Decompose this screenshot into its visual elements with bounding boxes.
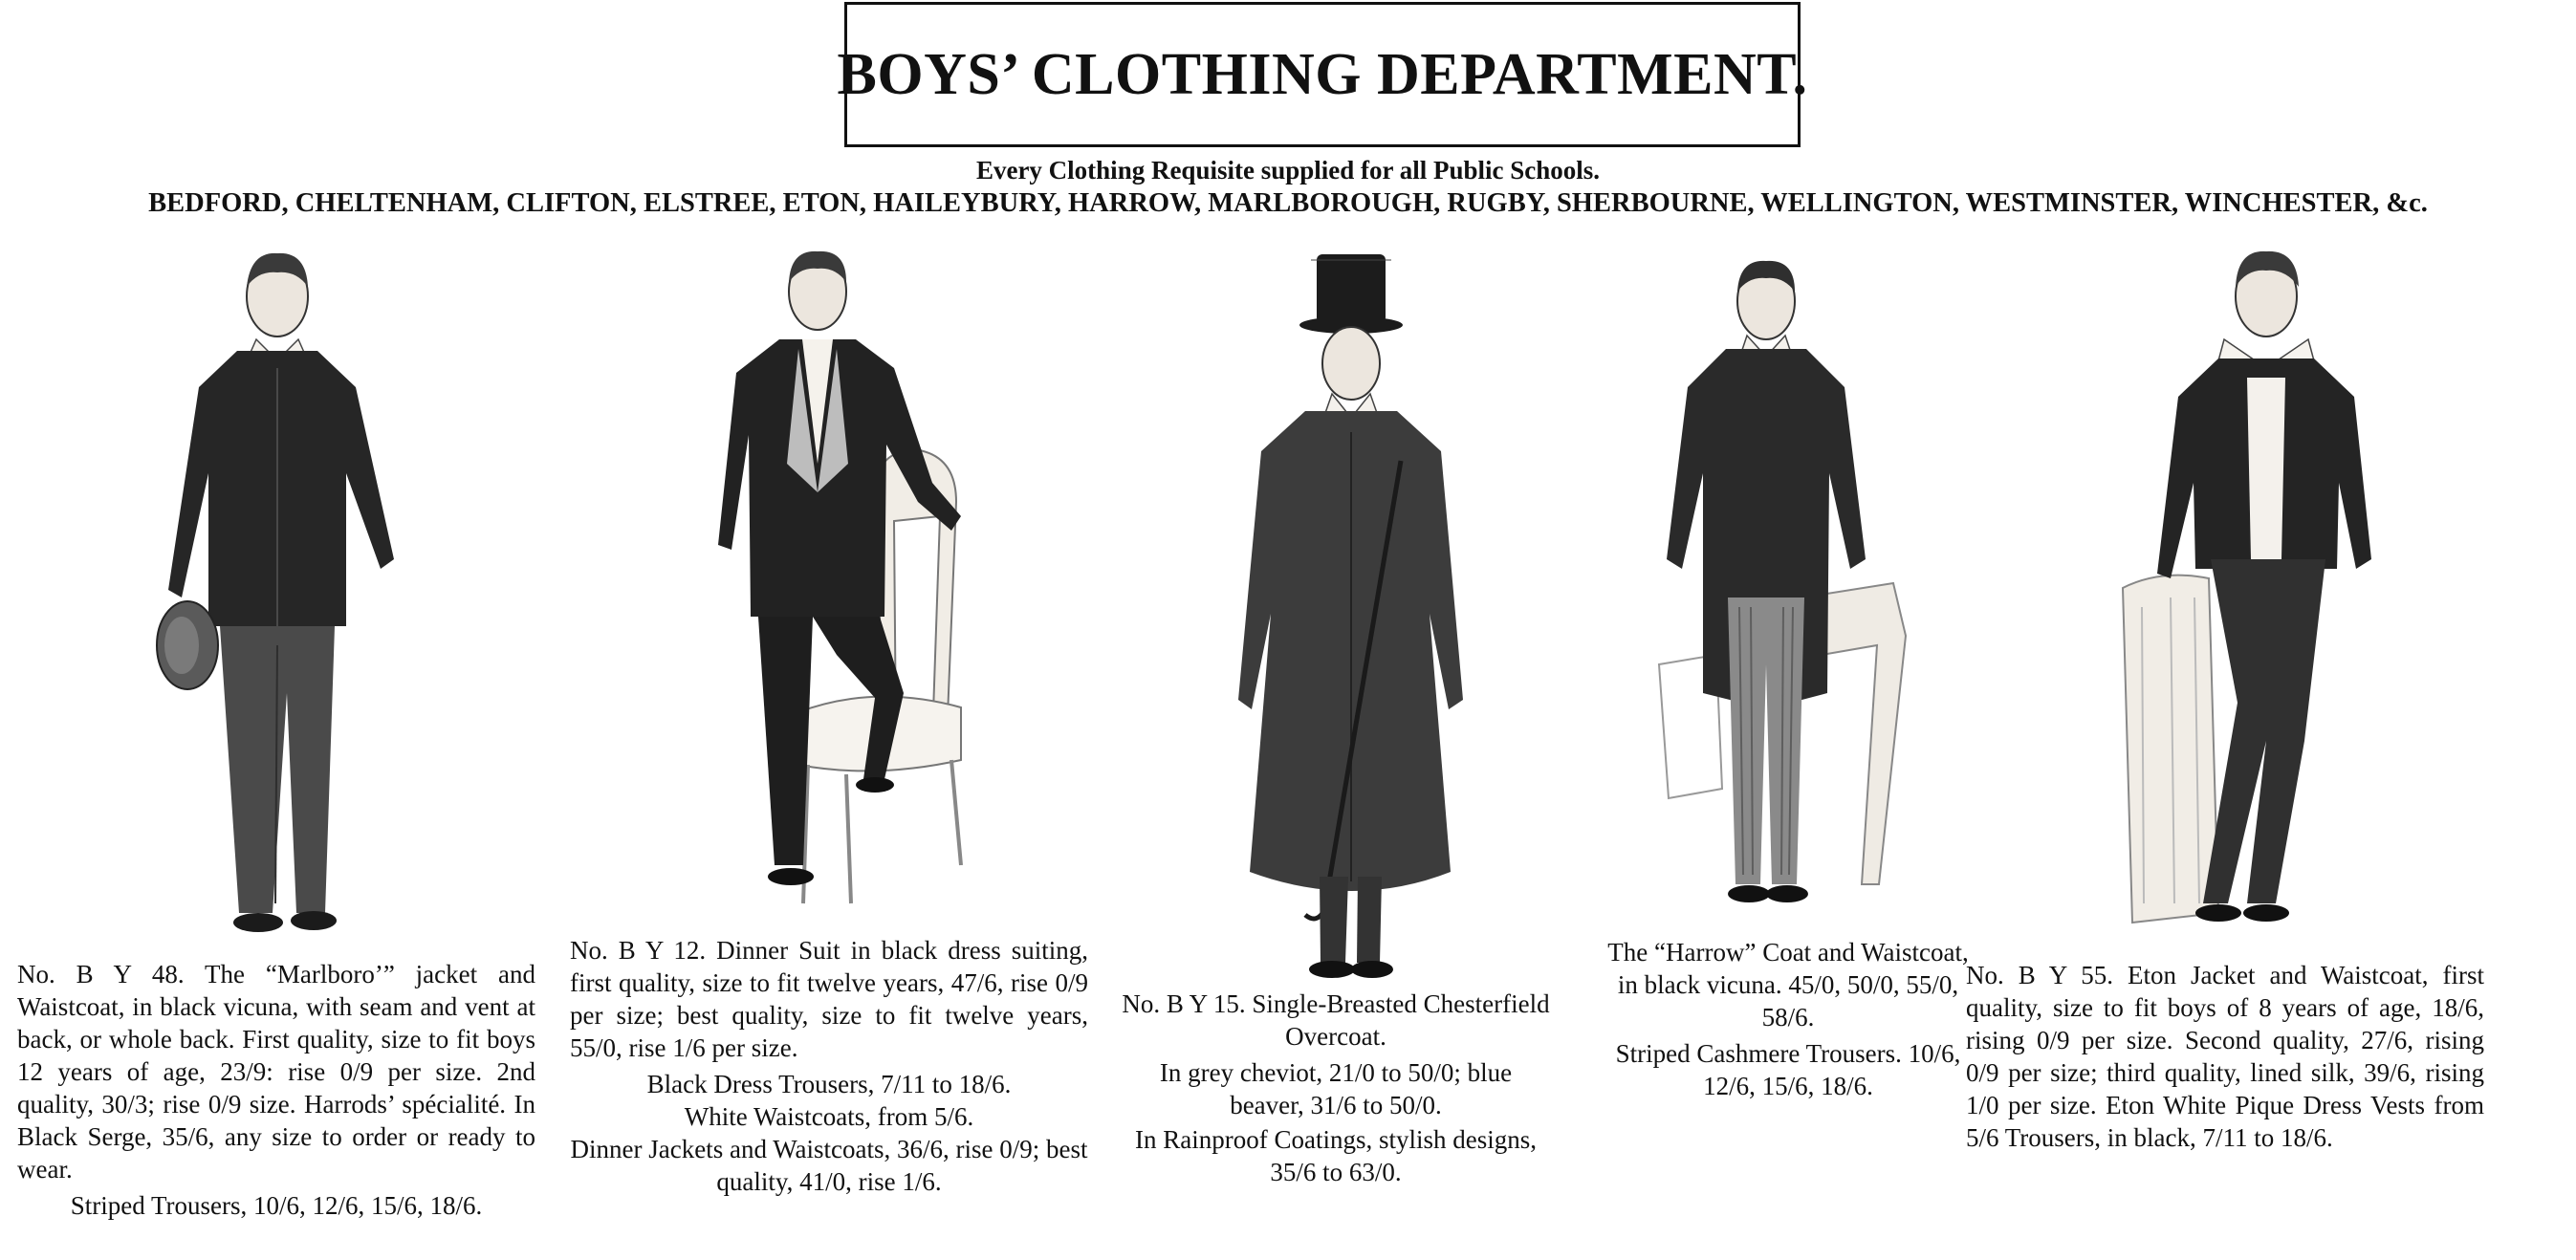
description-by15 [1121, 988, 1551, 1188]
description-paragraph: The “Harrow” Coat and Waistcoat, in black vicuna. 45/0, 50/0, 55/0, 58/6. [1607, 938, 1969, 1032]
description-paragraph: No. B Y 12. Dinner Suit in black dress suiting, first quality, size to fit twelve years, 47/6, rise 0/9 per size; best quality, size to fit twelve years, 55/0, rise 1/6 per size. [570, 936, 1088, 1062]
description-paragraph: Striped Cashmere Trousers. 10/6, 12/6, 15/6, 18/6. [1615, 1039, 1961, 1100]
figure-eton-jacket [2104, 244, 2390, 942]
description-paragraph: Black Dress Trousers, 7/11 to 18/6. [646, 1070, 1012, 1098]
description-by48 [17, 958, 535, 1222]
title-box [837, 2, 1808, 147]
description-by12 [570, 934, 1088, 1198]
subtitle: Every Clothing Requisite supplied for all Public Schools. [975, 156, 1601, 185]
figure-top-hat-overcoat [1229, 250, 1473, 987]
description-paragraph: No. B Y 15. Single-Breasted Chesterfield Overcoat. [1122, 989, 1550, 1051]
description-paragraph: No. B Y 48. The “Marlboro’” jacket and Waistcoat, in black vicuna, with seam and vent at back, or whole back. First quality, size to fit boys 12 years of age, 23/9: rise 0/9 per size. 2nd quality, 30/3; rise 0/9 size. Harrods’ spécialité. In Black Serge, 35/6, any size to order or ready to wear. [17, 960, 535, 1184]
figure-harrow-coat [1640, 253, 1917, 927]
description-paragraph: In Rainproof Coatings, stylish designs, 35/6 to 63/0. [1135, 1125, 1537, 1186]
page-title: BOYS’ CLOTHING DEPARTMENT. [837, 41, 1808, 107]
description-paragraph: White Waistcoats, from 5/6. [684, 1102, 974, 1131]
schools-list: BEDFORD, CHELTENHAM, CLIFTON, ELSTREE, ETON, HAILEYBURY, HARROW, MARLBOROUGH, RUGBY, SHERBOURNE, WELLINGTON, WESTMINSTER, WINCHESTER, &c. [148, 188, 2428, 218]
figure-dinner-suit [684, 244, 999, 927]
description-paragraph: In grey cheviot, 21/0 to 50/0; blue beaver, 31/6 to 50/0. [1159, 1058, 1513, 1119]
figure-lounge-suit [143, 244, 421, 956]
description-paragraph: Striped Trousers, 10/6, 12/6, 15/6, 18/6. [70, 1191, 483, 1220]
description-paragraph: Dinner Jackets and Waistcoats, 36/6, rise 0/9; best quality, 41/0, rise 1/6. [570, 1135, 1088, 1196]
description-paragraph: No. B Y 55. Eton Jacket and Waistcoat, first quality, size to fit boys of 8 years of age, 18/6, rising 0/9 per size. Second quality, 27/6, rising 0/9 per size; third quality, lined silk, 39/6, rising 1/0 per size. Eton White Pique Dress Vests from 5/6 Trousers, in black, 7/11 to 18/6. [1966, 961, 2484, 1152]
description-by55 [1966, 959, 2484, 1154]
description-harrow [1597, 936, 1979, 1102]
